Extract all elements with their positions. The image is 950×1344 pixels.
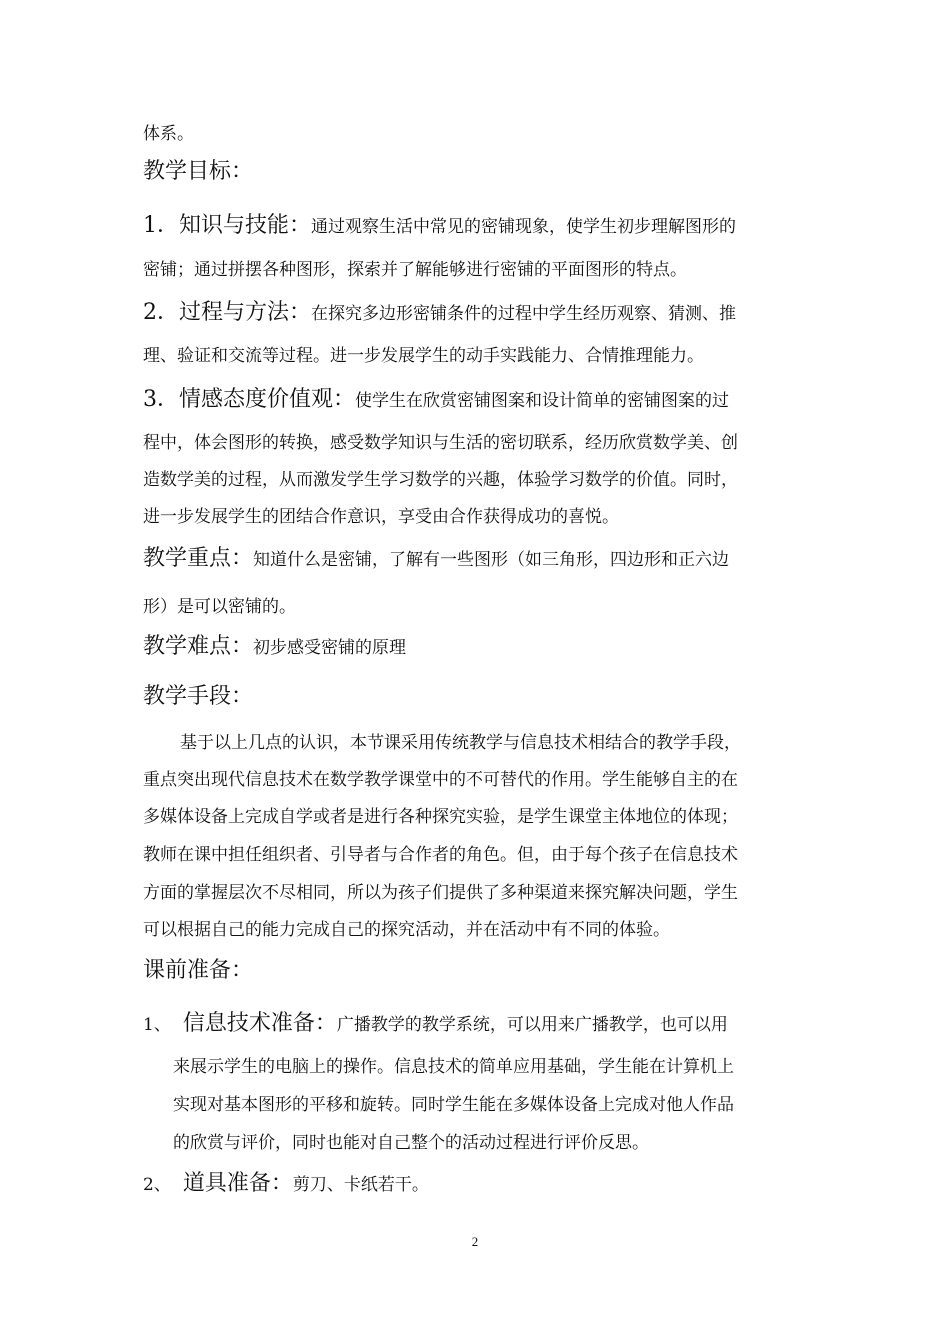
objective-emotion xyxy=(143,388,729,413)
prep-item-1-cont-3: 的欣赏与评价，同时也能对自己整个的活动过程进行评价反思。 xyxy=(173,1133,649,1153)
prep-item-1-cont-1: 来展示学生的电脑上的操作。信息技术的简单应用基础，学生能在计算机上 xyxy=(173,1057,734,1077)
prep-item-2 xyxy=(143,1172,429,1197)
prep-item-1-label: 信息技术准备： xyxy=(182,1011,337,1036)
objective-emotion-cont-2: 造数学美的过程，从而激发学生学习数学的兴趣，体验学习数学的价值。同时， xyxy=(143,470,738,490)
objective-knowledge-label: 1．知识与技能： xyxy=(143,213,311,238)
key-points-cont: 形）是可以密铺的。 xyxy=(143,597,296,617)
prep-item-2-text: 剪刀、卡纸若干。 xyxy=(292,1175,429,1195)
prep-item-1-number: 1、 xyxy=(143,1015,171,1035)
objective-knowledge-cont: 密铺；通过拼摆各种图形，探索并了解能够进行密铺的平面图形的特点。 xyxy=(143,260,687,280)
methods-para-line: 多媒体设备上完成自学或者是进行各种探究实验，是学生课堂主体地位的体现； xyxy=(143,807,738,827)
objective-process xyxy=(143,301,736,326)
objective-emotion-text: 使学生在欣赏密铺图案和设计简单的密铺图案的过 xyxy=(355,391,729,411)
methods-para-line: 基于以上几点的认识，本节课采用传统教学与信息技术相结合的教学手段， xyxy=(180,733,741,753)
objective-knowledge xyxy=(143,214,736,239)
methods-para-line: 教师在课中担任组织者、引导者与合作者的角色。但，由于每个孩子在信息技术 xyxy=(143,845,738,865)
difficulties xyxy=(143,635,406,660)
prep-item-1-cont-2: 实现对基本图形的平移和旋转。同时学生能在多媒体设备上完成对他人作品 xyxy=(173,1095,734,1115)
prep-item-2-label: 道具准备： xyxy=(182,1171,293,1196)
objectives-heading: 教学目标： xyxy=(143,159,254,184)
methods-heading: 教学手段： xyxy=(143,684,254,709)
prep-item-2-number: 2、 xyxy=(143,1175,171,1195)
prep-item-1-text: 广播教学的教学系统，可以用来广播教学，也可以用 xyxy=(336,1015,728,1035)
methods-para-line: 可以根据自己的能力完成自己的探究活动，并在活动中有不同的体验。 xyxy=(143,920,670,940)
intro-tail: 体系。 xyxy=(143,124,194,144)
methods-para-line: 重点突出现代信息技术在数学教学课堂中的不可替代的作用。学生能够自主的在 xyxy=(143,770,738,790)
objective-process-label: 2．过程与方法： xyxy=(143,300,311,325)
preparation-heading: 课前准备： xyxy=(143,958,254,983)
objective-emotion-cont-1: 程中，体会图形的转换，感受数学知识与生活的密切联系，经历欣赏数学美、创 xyxy=(143,433,738,453)
objective-emotion-cont-3: 进一步发展学生的团结合作意识，享受由合作获得成功的喜悦。 xyxy=(143,507,619,527)
key-points-label: 教学重点： xyxy=(143,546,254,571)
objective-knowledge-text: 通过观察生活中常见的密铺现象，使学生初步理解图形的 xyxy=(311,217,736,237)
key-points xyxy=(143,547,729,572)
methods-para-line: 方面的掌握层次不尽相同，所以为孩子们提供了多种渠道来探究解决问题，学生 xyxy=(143,883,738,903)
page-number: 2 xyxy=(471,1234,479,1249)
prep-item-1 xyxy=(143,1012,728,1037)
difficulties-text: 初步感受密铺的原理 xyxy=(253,638,407,658)
objective-process-text: 在探究多边形密铺条件的过程中学生经历观察、猜测、推 xyxy=(311,304,736,324)
key-points-text: 知道什么是密铺，了解有一些图形（如三角形，四边形和正六边 xyxy=(253,550,730,570)
difficulties-label: 教学难点： xyxy=(143,634,254,659)
objective-emotion-label: 3．情感态度价值观： xyxy=(143,387,355,412)
objective-process-cont: 理、验证和交流等过程。进一步发展学生的动手实践能力、合情推理能力。 xyxy=(143,346,704,366)
